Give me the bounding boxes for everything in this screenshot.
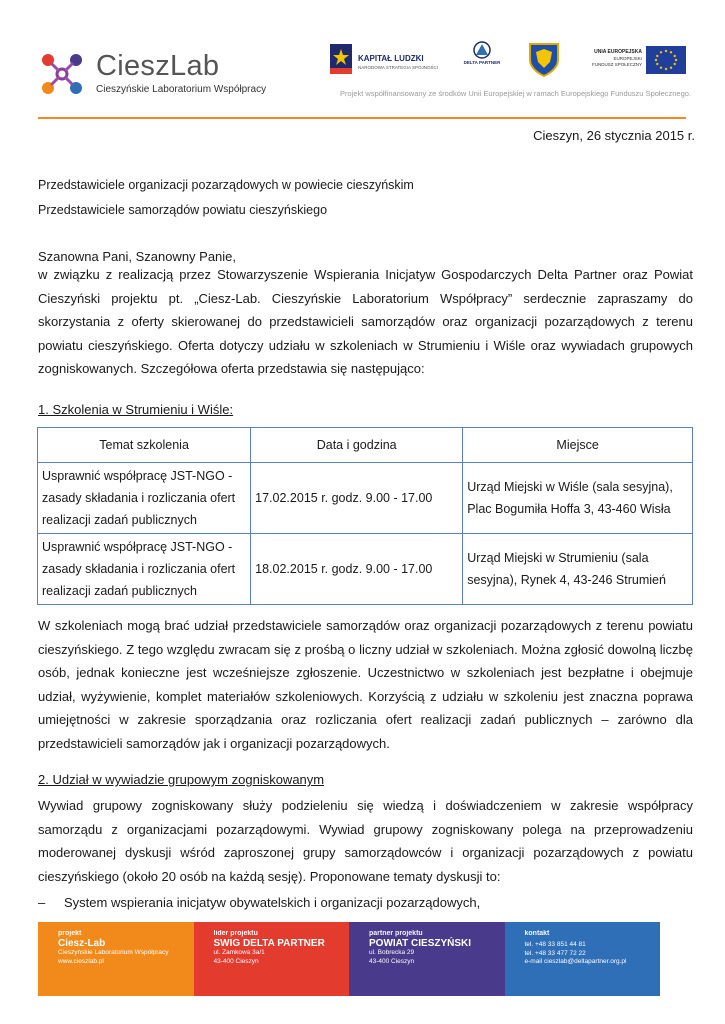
salutation: Szanowna Pani, Szanowny Panie, <box>38 249 237 264</box>
footer-line: Cieszyńskie Laboratorium Współpracy <box>58 949 169 956</box>
footer-website-link[interactable]: www.cieszlab.pl <box>58 957 104 965</box>
table-cell-date: 18.02.2015 r. godz. 9.00 - 17.00 <box>251 534 463 605</box>
delta-partner-logo <box>462 40 502 84</box>
footer-line: ul. Zamkowa 3a/1 <box>213 949 265 956</box>
footer-project <box>38 922 194 996</box>
interview-paragraph: Wywiad grupowy zogniskowany służy podzieleniu się wiedzą i doświadczeniem w zakresie współpracy samorządu z organizacjami pozarządowymi. Wywiad grupowy zogniskowany polega na przeprowadzeniu moderowanej dyskusji wśród zaproszonej grupy samorządowców i organizacji pozarządowych z powiatu cieszyńskiego (około 20 osób na każdą sesję). Proponowane tematy dyskusji to: <box>38 798 693 884</box>
section-heading-trainings: 1. Szkolenia w Strumieniu i Wiśle: <box>38 402 234 417</box>
trainings-paragraph: W szkoleniach mogą brać udział przedstawiciele samorządów oraz organizacji pozarządowych z terenu powiatu cieszyńskiego. Z tego względu zwracam się z prośbą o liczny udział w szkoleniach. Można zgłosić dowolną liczbę osób, jednak konieczne jest wcześniejsze zgłoszenie. Uczestnictwo w szkoleniach jest bezpłatne i obejmuje udział, wyżywienie, komplet materiałów szkoleniowych. Korzyścią z udziału w szkoleniu jest znaczna poprawa umiejętności w zakresie sporządzania oraz rozliczania ofert realizacji zadań publicznych – zarówno dla przedstawicieli samorządów jak i organizacji pozarządowych. <box>38 618 693 751</box>
footer-bar <box>38 922 660 996</box>
table-cell-place: Urząd Miejski w Strumieniu (sala sesyjna), Rynek 4, 43-246 Strumień <box>463 534 693 605</box>
footer-line: ul. Bobrecka 29 <box>369 949 415 956</box>
eu-logo <box>588 46 688 74</box>
table-cell-topic: Usprawnić współpracę JST-NGO - zasady składania i rozliczania ofert realizacji zadań publicznych <box>38 463 251 534</box>
addressee-line-2: Przedstawiciele samorządów powiatu cieszyńskiego <box>38 203 328 217</box>
table-header-row <box>38 428 693 463</box>
footer-line: 43-400 Cieszyn <box>213 957 259 965</box>
brand-subtitle: Cieszyńskie Laboratorium Współpracy <box>96 84 267 95</box>
footer-line: 43-400 Cieszyn <box>369 957 415 965</box>
column-header-date: Data i godzina <box>251 428 463 463</box>
footer-caption: partner projektu <box>369 930 423 937</box>
letter-date: Cieszyn, 26 stycznia 2015 r. <box>533 128 695 143</box>
letterhead <box>0 0 725 118</box>
list-item-text: System wspierania inicjatyw obywatelskich i organizacji pozarządowych, <box>64 895 481 910</box>
footer-caption: projekt <box>58 930 82 937</box>
footer-contact <box>505 922 661 996</box>
footer-name: Ciesz-Lab <box>58 938 106 949</box>
brand-name: CieszLab <box>96 50 220 82</box>
footer-name: SWIG DELTA PARTNER <box>213 938 325 949</box>
trainings-table <box>37 427 693 605</box>
column-header-topic: Temat szkolenia <box>38 428 251 463</box>
footer-phone: tel. +48 33 851 44 81 <box>524 941 586 948</box>
kapital-ludzki-sub: NARODOWA STRATEGIA SPÓJNOŚCI <box>358 65 439 70</box>
table-cell-date: 17.02.2015 r. godz. 9.00 - 17.00 <box>251 463 463 534</box>
header-divider <box>38 117 686 119</box>
eu-sub: EUROPEJSKI FUNDUSZ SPOŁECZNY <box>591 56 642 67</box>
footer-email-link[interactable]: e-mail cieszlab@deltapartner.org.pl <box>524 958 627 965</box>
footer-name: POWIAT CIESZYŃSKI <box>369 938 472 949</box>
column-header-place: Miejsce <box>463 428 693 463</box>
eu-title: UNIA EUROPEJSKA <box>594 49 642 55</box>
footer-caption: lider projektu <box>213 930 258 937</box>
bullet-dash: – <box>38 895 46 910</box>
table-row <box>38 534 693 605</box>
delta-partner-text: DELTA PARTNER <box>463 60 501 65</box>
powiat-crest-icon <box>528 42 560 78</box>
eu-flag-icon <box>646 46 686 74</box>
footer-caption: kontakt <box>524 930 550 937</box>
addressee-line-1: Przedstawiciele organizacji pozarządowych w powiecie cieszyńskim <box>38 178 414 192</box>
table-cell-topic: Usprawnić współpracę JST-NGO - zasady składania i rozliczania ofert realizacji zadań publicznych <box>38 534 251 605</box>
kapital-ludzki-title: KAPITAŁ LUDZKI <box>358 54 424 63</box>
footer-phone: tel. +48 33 477 72 22 <box>524 949 586 957</box>
section-heading-interview: 2. Udział w wywiadzie grupowym zogniskowanym <box>38 772 325 787</box>
list-item <box>38 895 480 910</box>
footer-partner <box>349 922 505 996</box>
kapital-ludzki-icon <box>330 44 352 74</box>
intro-paragraph: w związku z realizacją przez Stowarzyszenie Wspierania Inicjatyw Gospodarczych Delta Partner oraz Powiat Cieszyński projektu pt. „Ciesz-Lab. Cieszyńskie Laboratorium Współpracy” serdecznie zapraszamy do skorzystania z oferty skierowanej do przedstawicieli samorządów oraz organizacji pozarządowych z terenu powiatu cieszyńskiego. Oferta dotyczy udziału w szkoleniach w Strumieniu i Wiśle oraz wywiadach grupowych zogniskowanych. Szczegółowa oferta przedstawia się następująco: <box>38 267 693 376</box>
cieszlab-logo-icon <box>38 50 86 98</box>
footer-leader <box>194 922 350 996</box>
delta-partner-icon <box>462 40 502 60</box>
table-cell-place: Urząd Miejski w Wiśle (sala sesyjna), Plac Bogumiła Hoffa 3, 43-460 Wisła <box>463 463 693 534</box>
kapital-ludzki-logo <box>330 44 450 80</box>
cofinance-note: Projekt współfinansowany ze środków Unii Europejskiej w ramach Europejskiego Funduszu Społecznego. <box>340 89 692 98</box>
table-row <box>38 463 693 534</box>
